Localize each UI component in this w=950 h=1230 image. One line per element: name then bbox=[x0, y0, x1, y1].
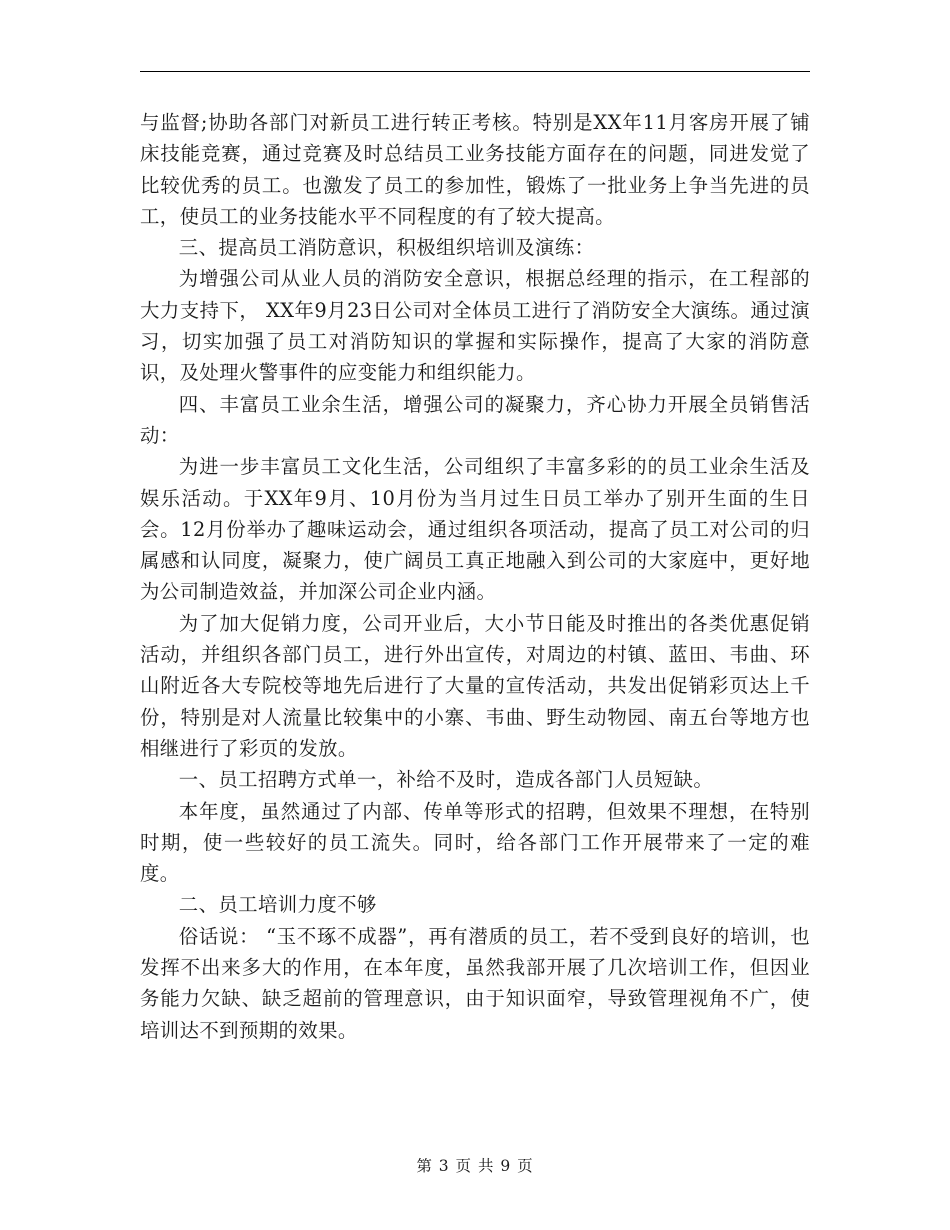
paragraph: 俗话说： “玉不琢不成器”，再有潜质的员工，若不受到良好的培训，也发挥不出来多大的作用，在本年度，虽然我部开展了几次培训工作，但因业务能力欠缺、缺乏超前的管理意识，由于知识面窄，导致管理视角不广，使培训达不到预期的效果。 bbox=[140, 924, 810, 1042]
paragraph: 本年度，虽然通过了内部、传单等形式的招聘，但效果不理想，在特别时期，使一些较好的员工流失。同时，给各部门工作开展带来了一定的难度。 bbox=[140, 799, 810, 886]
section-heading: 一、员工招聘方式单一，补给不及时，造成各部门人员短缺。 bbox=[178, 768, 714, 792]
section-heading: 三、提高员工消防意识，积极组织培训及演练： bbox=[178, 236, 595, 260]
paragraph: 为增强公司从业人员的消防安全意识，根据总经理的指示，在工程部的大力支持下， XX年9月23日公司对全体员工进行了消防安全大演练。通过演习，切实加强了员工对消防知识的掌握和实际操作，提高了大家的消防意识，及处理火警事件的应变能力和组织能力。 bbox=[140, 267, 810, 385]
page-number-footer: 第 3 页 共 9 页 bbox=[416, 1157, 534, 1175]
header-rule bbox=[140, 71, 810, 72]
paragraph: 与监督;协助各部门对新员工进行转正考核。特别是XX年11月客房开展了铺床技能竞赛，通过竞赛及时总结员工业务技能方面存在的问题，同进发觉了比较优秀的员工。也激发了员工的参加性，锻炼了一批业务上争当先进的员工，使员工的业务技能水平不同程度的有了较大提高。 bbox=[140, 111, 810, 228]
section-heading: 二、员工培训力度不够 bbox=[178, 893, 377, 917]
paragraph: 为了加大促销力度，公司开业后，大小节日能及时推出的各类优惠促销活动，并组织各部门员工，进行外出宣传，对周边的村镇、蓝田、韦曲、环山附近各大专院校等地先后进行了大量的宣传活动，共发出促销彩页达上千份，特别是对人流量比较集中的小寨、韦曲、野生动物园、南五台等地方也相继进行了彩页的发放。 bbox=[140, 611, 810, 760]
section-heading: 四、丰富员工业余生活，增强公司的凝聚力，齐心协力开展全员销售活动： bbox=[140, 392, 810, 447]
paragraph: 为进一步丰富员工文化生活，公司组织了丰富多彩的的员工业余生活及娱乐活动。于XX年9月、10月份为当月过生日员工举办了别开生面的生日会。12月份举办了趣味运动会，通过组织各项活动，提高了员工对公司的归属感和认同度，凝聚力，使广阔员工真正地融入到公司的大家庭中，更好地为公司制造效益，并加深公司企业内涵。 bbox=[140, 455, 810, 604]
document-body bbox=[140, 107, 810, 1046]
